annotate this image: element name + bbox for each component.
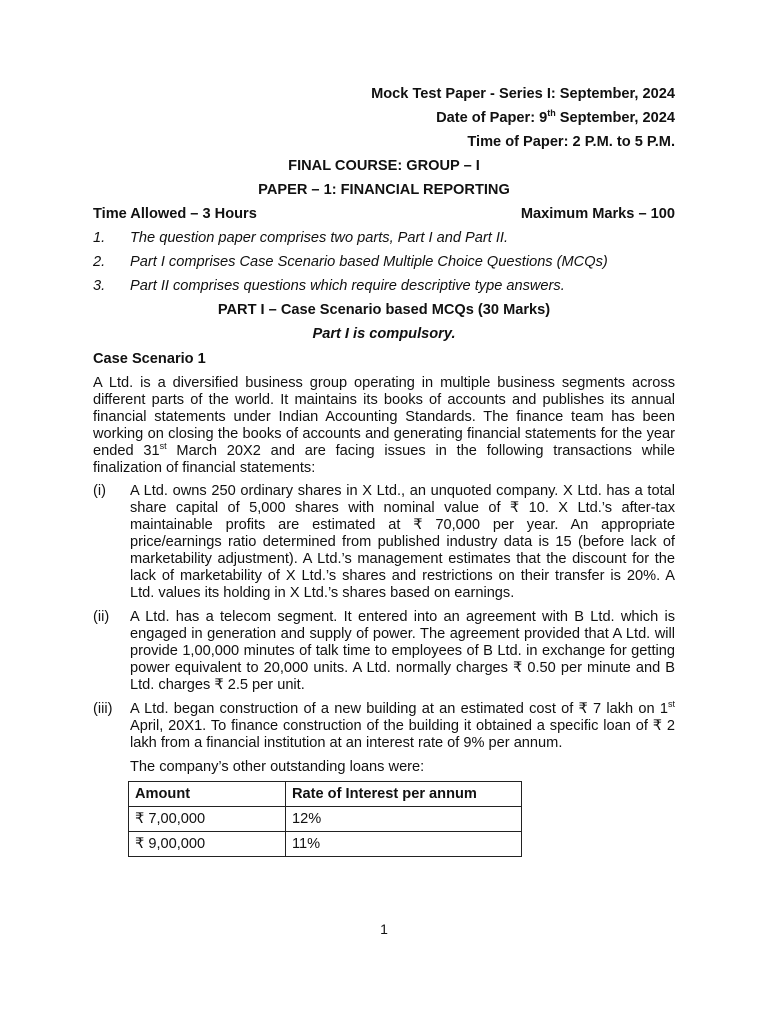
case-item-text	[130, 701, 675, 752]
case-intro-b: March 20X2 and are facing issues in the following transactions while finalization of financial statements:	[93, 443, 675, 476]
instruction-item	[93, 230, 675, 247]
time-marks-row	[93, 206, 675, 223]
page-number: 1	[380, 921, 388, 937]
series-line: Mock Test Paper - Series I: September, 2024	[371, 86, 675, 102]
case-item-text: A Ltd. owns 250 ordinary shares in X Ltd., an unquoted company. X Ltd. has a total share capital of 5,000 shares with nominal value of ₹ 10. X Ltd.’s after-tax maintainable profits are estimated at ₹ 70,000 per year. An appropriate price/earnings ratio determined from published industry data is 15 (before lack of marketability adjustment). A Ltd.’s management estimates that the discount for the lack of marketability of X Ltd.’s shares and restrictions on their transfer is 20%. A Ltd. values its holding in X Ltd.’s shares based on earnings.	[130, 483, 675, 601]
case-heading: Case Scenario 1	[93, 351, 206, 367]
instruction-text: Part II comprises questions which require descriptive type answers.	[130, 278, 565, 294]
part1-title: PART I – Case Scenario based MCQs (30 Marks)	[217, 302, 551, 318]
instruction-item	[93, 278, 675, 295]
instructions-list	[93, 230, 675, 295]
case-item	[93, 609, 675, 694]
part1-compulsory: Part I is compulsory.	[312, 326, 456, 342]
table-header: Rate of Interest per annum	[286, 782, 522, 807]
table-row	[129, 832, 522, 857]
date-prefix: Date of Paper: 9	[436, 110, 548, 126]
case-item3-a: A Ltd. began construction of a new building at an estimated cost of ₹ 7 lakh on 1	[130, 701, 668, 717]
table-cell: 12%	[286, 807, 522, 832]
instruction-number: 2.	[93, 254, 106, 270]
exam-page	[93, 86, 675, 857]
time-line: Time of Paper: 2 P.M. to 5 P.M.	[467, 134, 675, 150]
table-header-row	[129, 782, 522, 807]
date-suffix: September, 2024	[555, 110, 675, 126]
instruction-number: 1.	[93, 230, 106, 246]
case-item-label: (i)	[93, 483, 106, 499]
case-item	[93, 483, 675, 602]
case-item-label: (ii)	[93, 609, 110, 625]
table-row	[129, 807, 522, 832]
table-cell: ₹ 9,00,000	[129, 832, 286, 857]
case-item-label: (iii)	[93, 701, 113, 717]
case-item	[93, 701, 675, 752]
case-item-text: A Ltd. has a telecom segment. It entered into an agreement with B Ltd. which is engaged in generation and supply of power. The agreement provided that A Ltd. will provide 1,00,000 minutes of talk time to employees of B Ltd. in exchange for getting power equivalent to 20,000 units. A Ltd. normally charges ₹ 0.50 per minute and B Ltd. charges ₹ 2.5 per unit.	[130, 609, 675, 693]
instruction-text: The question paper comprises two parts, Part I and Part II.	[130, 230, 508, 246]
instruction-number: 3.	[93, 278, 106, 294]
time-allowed: Time Allowed – 3 Hours	[93, 206, 257, 222]
instruction-item	[93, 254, 675, 271]
instruction-text: Part I comprises Case Scenario based Multiple Choice Questions (MCQs)	[130, 254, 608, 270]
paper-title: PAPER – 1: FINANCIAL REPORTING	[258, 182, 510, 198]
course-title: FINAL COURSE: GROUP – I	[288, 158, 480, 174]
case-intro-a: A Ltd. is a diversified business group operating in multiple business segments across different parts of the world. It maintains its books of accounts and publishes its annual financial statements under Indian Accounting Standards. The finance team has been working on closing the books of accounts and generating financial statements for the year ended 31	[93, 375, 675, 459]
case-intro	[93, 375, 675, 477]
max-marks: Maximum Marks – 100	[520, 206, 675, 222]
case-item3-sup: st	[667, 699, 675, 710]
case-intro-sup: st	[159, 441, 167, 452]
date-line	[93, 110, 675, 127]
table-header: Amount	[129, 782, 286, 807]
table-cell: ₹ 7,00,000	[129, 807, 286, 832]
table-cell: 11%	[286, 832, 522, 857]
date-sup: th	[547, 108, 556, 119]
case-item3-b: April, 20X1. To finance construction of the building it obtained a specific loan of ₹ 2 lakh from a financial institution at an interest rate of 9% per annum.	[130, 718, 675, 751]
loans-table	[128, 781, 522, 857]
loans-intro: The company’s other outstanding loans were:	[130, 759, 425, 775]
